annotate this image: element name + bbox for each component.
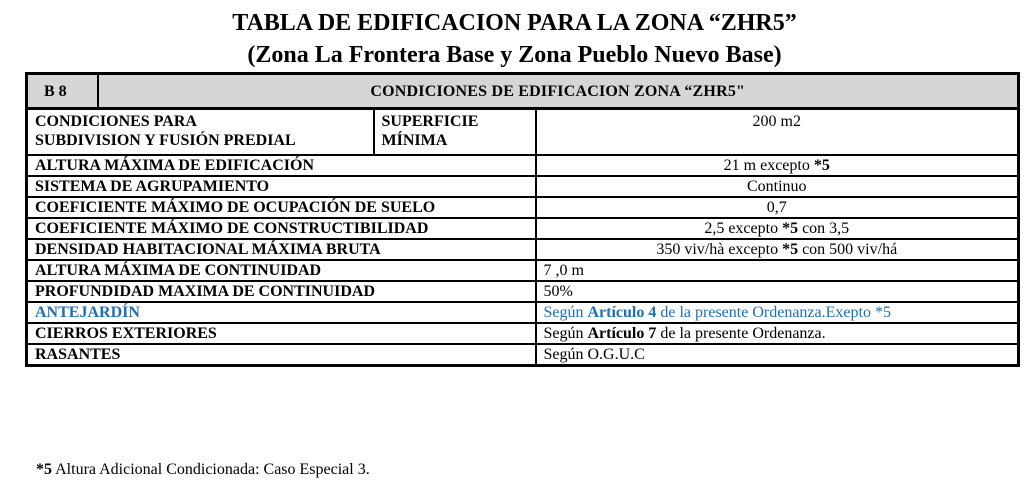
- min-surface-value: 200 m2: [536, 109, 1019, 156]
- row-label: ANTEJARDÍN: [27, 302, 536, 323]
- document-title: TABLA DE EDIFICACION PARA LA ZONA “ZHR5”: [232, 10, 797, 36]
- row-label: ALTURA MÁXIMA DE EDIFICACIÓN: [27, 155, 536, 176]
- row-value-bold: Artículo 4: [587, 304, 657, 321]
- table-row: [27, 260, 1019, 281]
- row-value: [536, 197, 1019, 218]
- row-value-pre: 7 ,0 m: [543, 262, 584, 279]
- row-value-pre: Según: [543, 304, 588, 321]
- min-surface-label-line1: SUPERFICIE: [381, 113, 479, 130]
- row-value-pre: Según: [543, 325, 588, 342]
- table-row: [27, 344, 1019, 366]
- row-value: [536, 281, 1019, 302]
- row-label: ALTURA MÁXIMA DE CONTINUIDAD: [27, 260, 536, 281]
- row-value-bold: Artículo 7: [587, 325, 657, 342]
- row-value: [536, 302, 1019, 323]
- row-value: [536, 218, 1019, 239]
- table-row: [27, 323, 1019, 344]
- table-row: [27, 155, 1019, 176]
- row-label: RASANTES: [27, 344, 536, 366]
- row-value-pre: 21 m excepto: [723, 157, 814, 174]
- row-label: CIERROS EXTERIORES: [27, 323, 536, 344]
- row-value-post: con 500 viv/há: [798, 241, 898, 258]
- footnote-marker: *5: [36, 461, 52, 478]
- table-header-row: [27, 74, 1019, 109]
- conditions-rows: [27, 155, 1019, 366]
- row-value-pre: Continuo: [746, 178, 807, 195]
- row-value: [536, 260, 1019, 281]
- subdivision-label: [27, 109, 374, 156]
- row-value-post: de la presente Ordenanza.Exepto *5: [656, 304, 891, 321]
- document-subtitle: (Zona La Frontera Base y Zona Pueblo Nuevo Base): [247, 42, 782, 68]
- subdivision-row: [27, 109, 1019, 156]
- row-label: COEFICIENTE MÁXIMO DE OCUPACIÓN DE SUELO: [27, 197, 536, 218]
- row-value-pre: Según O.G.U.C: [543, 346, 645, 363]
- footnote-text: Altura Adicional Condicionada: Caso Especial 3.: [52, 461, 370, 478]
- table-header-title: CONDICIONES DE EDIFICACION ZONA “ZHR5": [98, 74, 1019, 109]
- table-code: B 8: [27, 74, 98, 109]
- row-label: DENSIDAD HABITACIONAL MÁXIMA BRUTA: [27, 239, 536, 260]
- row-value: [536, 239, 1019, 260]
- subdivision-label-line2: SUBDIVISION Y FUSIÓN PREDIAL: [35, 132, 296, 149]
- table-row: [27, 302, 1019, 323]
- row-value: [536, 323, 1019, 344]
- row-value-post: de la presente Ordenanza.: [656, 325, 826, 342]
- row-value-pre: 0,7: [766, 199, 787, 216]
- row-label: COEFICIENTE MÁXIMO DE CONSTRUCTIBILIDAD: [27, 218, 536, 239]
- row-label: PROFUNDIDAD MAXIMA DE CONTINUIDAD: [27, 281, 536, 302]
- row-value-pre: 2,5 excepto: [704, 220, 783, 237]
- row-value: [536, 176, 1019, 197]
- min-surface-label-line2: MÍNIMA: [381, 132, 448, 149]
- row-value-post: con 3,5: [798, 220, 850, 237]
- row-value-bold: *5: [782, 220, 799, 237]
- row-value-bold: *5: [813, 157, 830, 174]
- row-value-bold: *5: [782, 241, 799, 258]
- table-row: [27, 176, 1019, 197]
- footnote: [36, 460, 370, 480]
- row-label: SISTEMA DE AGRUPAMIENTO: [27, 176, 536, 197]
- building-conditions-table: [25, 72, 1020, 367]
- row-value: [536, 155, 1019, 176]
- row-value-pre: 50%: [543, 283, 573, 300]
- table-row: [27, 239, 1019, 260]
- row-value: [536, 344, 1019, 366]
- row-value-pre: 350 viv/hà excepto: [656, 241, 783, 258]
- table-row: [27, 197, 1019, 218]
- subdivision-label-line1: CONDICIONES PARA: [35, 113, 197, 130]
- table-row: [27, 281, 1019, 302]
- table-row: [27, 218, 1019, 239]
- min-surface-label: [374, 109, 536, 156]
